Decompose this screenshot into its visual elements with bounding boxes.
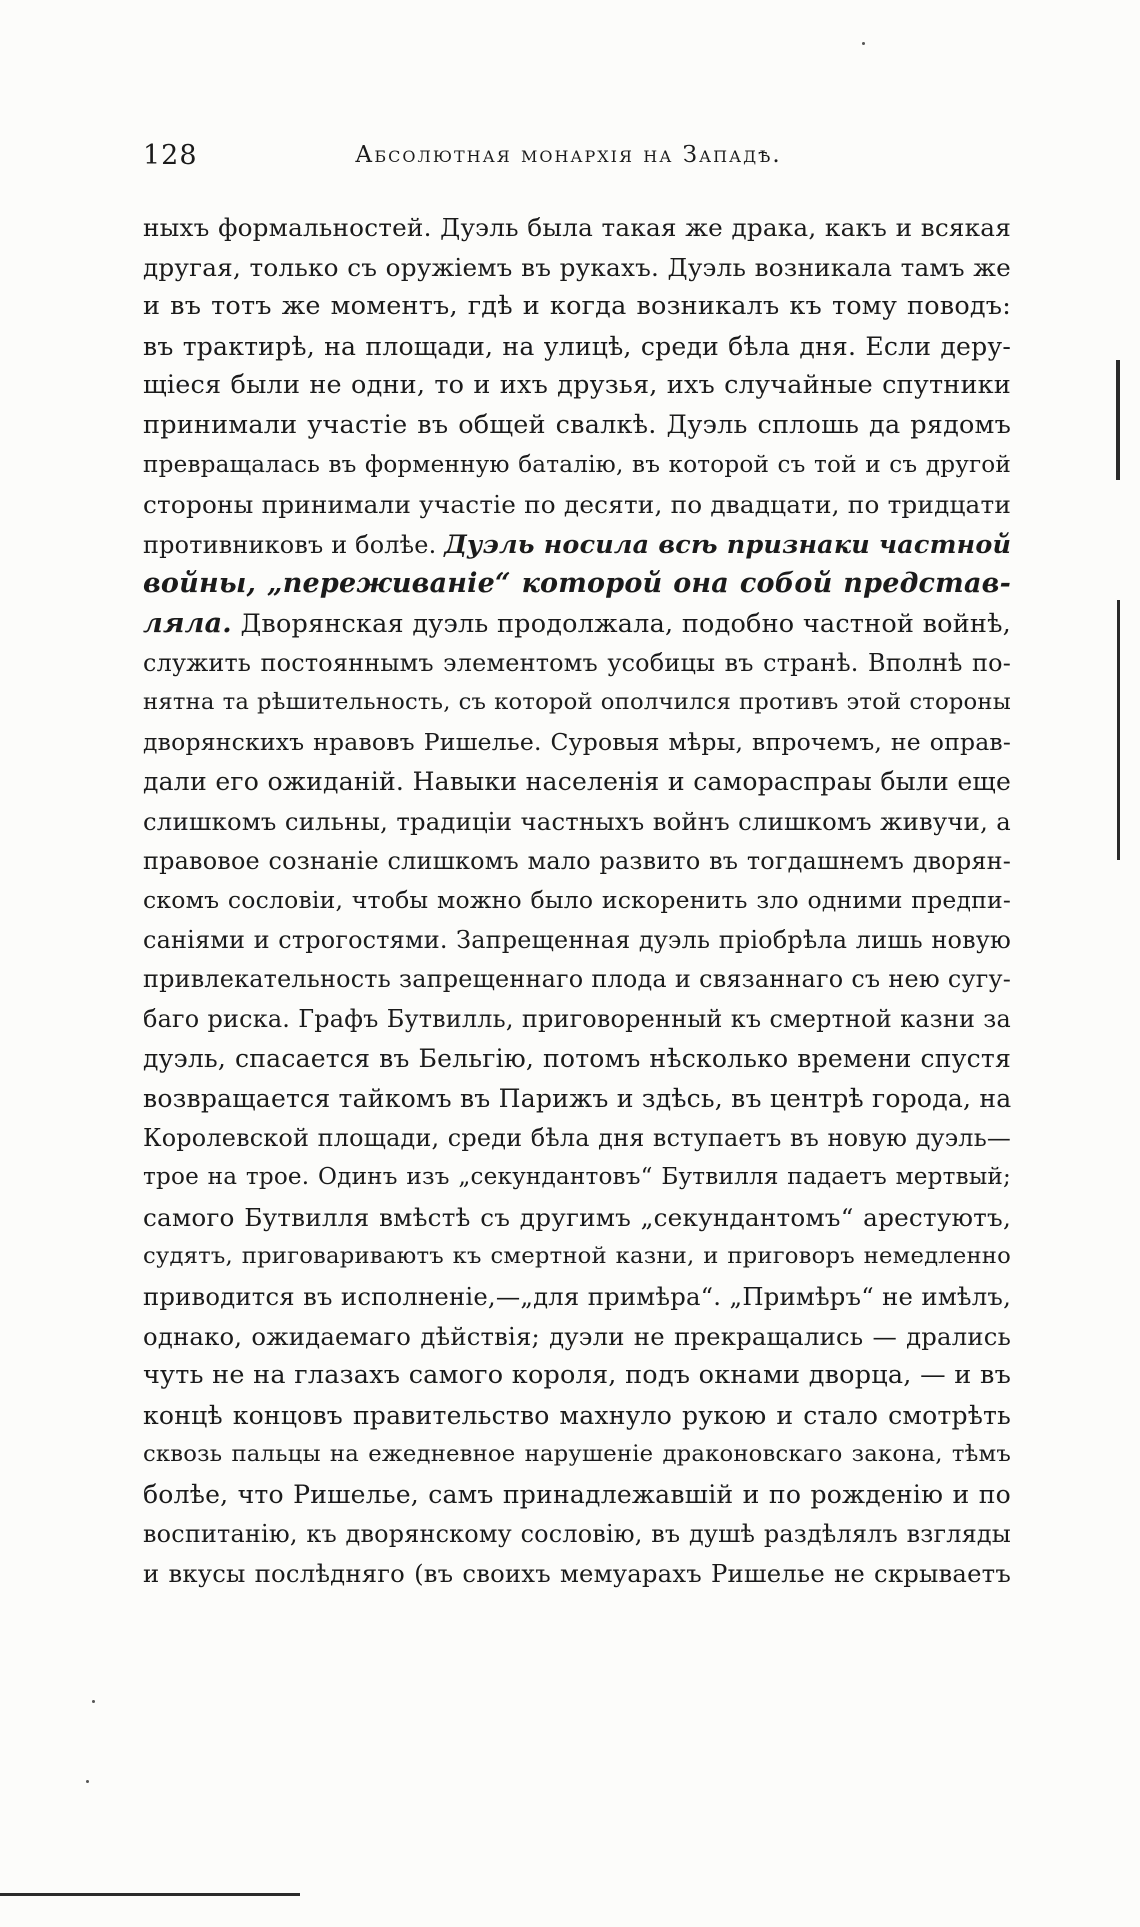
line-text: дуэль, спасается въ Бельгію, потомъ нѣсколько времени спустя bbox=[143, 1044, 1011, 1074]
scan-speck bbox=[86, 1780, 89, 1783]
line-text: приводится въ исполненіе,—„для примѣра“. „Примѣръ“ не имѣлъ, bbox=[143, 1282, 1011, 1312]
line-text: служить постояннымъ элементомъ усобицы въ странѣ. Вполнѣ по- bbox=[143, 648, 1011, 677]
line-text: слишкомъ сильны, традиціи частныхъ войнъ слишкомъ живучи, а bbox=[143, 806, 1011, 836]
text-line bbox=[143, 1277, 1011, 1317]
text-line bbox=[143, 1158, 1011, 1198]
line-text: баго риска. Графъ Бутвилль, приговоренный къ смертной казни за bbox=[143, 1004, 1011, 1033]
page-number: 128 bbox=[143, 140, 198, 171]
scan-edge-mark bbox=[1116, 360, 1120, 480]
line-text: превращалась въ форменную баталію, въ которой съ той и съ другой bbox=[143, 451, 1011, 478]
line-text: сквозь пальцы на ежедневное нарушеніе драконовскаго закона, тѣмъ bbox=[143, 1441, 1011, 1468]
text-line bbox=[143, 604, 1011, 644]
text-line bbox=[143, 248, 1011, 288]
line-text: самого Бутвилля вмѣстѣ съ другимъ „секундантомъ“ арестуютъ, bbox=[143, 1202, 1011, 1232]
line-text: привлекательность запрещеннаго плода и связаннаго съ нею сугу- bbox=[143, 965, 1011, 994]
line-text: однако, ожидаемаго дѣйствія; дуэли не прекращались — дрались bbox=[143, 1321, 1011, 1351]
line-text: дали его ожиданій. Навыки населенія и самораспраы были еще bbox=[143, 767, 1011, 797]
scan-edge-mark bbox=[1117, 600, 1120, 860]
text-line bbox=[143, 842, 1011, 882]
line-text: дворянскихъ нравовъ Ришелье. Суровыя мѣры, впрочемъ, не оправ- bbox=[143, 727, 1011, 756]
text-line bbox=[143, 1198, 1011, 1238]
emphasized-text: ляла. bbox=[143, 607, 232, 639]
text-line bbox=[143, 485, 1011, 525]
line-text: щіеся были не одни, то и ихъ друзья, ихъ случайные спутники bbox=[143, 370, 1011, 401]
page-header bbox=[143, 140, 1023, 180]
text-line bbox=[143, 1000, 1011, 1040]
text-line bbox=[143, 1435, 1011, 1475]
text-line bbox=[143, 327, 1011, 367]
line-text: и въ тотъ же моментъ, гдѣ и когда возникалъ къ тому поводъ: bbox=[143, 291, 1011, 322]
text-line bbox=[143, 1039, 1011, 1079]
line-text: возвращается тайкомъ въ Парижъ и здѣсь, въ центрѣ города, на bbox=[143, 1084, 1011, 1114]
line-text: правовое сознаніе слишкомъ мало развито въ тогдашнемъ дворян- bbox=[143, 846, 1011, 875]
line-text: чуть не на глазахъ самого короля, подъ окнами дворца, — и въ bbox=[143, 1360, 1011, 1391]
running-title: Абсолютная монархія на Западѣ. bbox=[355, 142, 782, 168]
text-line bbox=[143, 921, 1011, 961]
line-text: Дворянская дуэль продолжала, подобно частной войнѣ, bbox=[240, 608, 1011, 639]
text-line bbox=[143, 1119, 1011, 1159]
text-line bbox=[143, 1396, 1011, 1436]
line-text: болѣе, что Ришелье, самъ принадлежавшій и по рожденію и по bbox=[143, 1480, 1011, 1509]
scan-speck bbox=[92, 1700, 95, 1703]
line-text: нятна та рѣшительность, съ которой ополчился противъ этой стороны bbox=[143, 689, 1011, 716]
emphasized-text: войны, „переживаніе“ которой она собой представ- bbox=[143, 568, 1011, 600]
text-line bbox=[143, 1356, 1011, 1396]
scan-speck bbox=[862, 42, 865, 45]
text-line bbox=[143, 446, 1011, 486]
text-line bbox=[143, 525, 1011, 565]
line-text: въ трактирѣ, на площади, на улицѣ, среди бѣла дня. Если деру- bbox=[143, 331, 1011, 361]
line-text: саніями и строгостями. Запрещенная дуэль пріобрѣла лишь новую bbox=[143, 925, 1011, 954]
text-line bbox=[143, 1475, 1011, 1515]
line-text: трое на трое. Одинъ изъ „секундантовъ“ Бутвилля падаетъ мертвый; bbox=[143, 1164, 1011, 1191]
line-text: воспитанію, къ дворянскому сословію, въ душѣ раздѣлялъ взгляды bbox=[143, 1519, 1011, 1548]
line-text: судятъ, приговариваютъ къ смертной казни, и приговоръ немедленно bbox=[143, 1243, 1011, 1270]
text-line bbox=[143, 406, 1011, 446]
emphasized-text: Дуэль носила всѣ признаки частной bbox=[444, 528, 1011, 559]
text-line bbox=[143, 208, 1011, 248]
text-line bbox=[143, 366, 1011, 406]
line-text: скомъ сословіи, чтобы можно было искоренить зло одними предпи- bbox=[143, 886, 1011, 915]
body-text bbox=[143, 208, 1011, 1594]
line-text: ныхъ формальностей. Дуэль была такая же драка, какъ и всякая bbox=[143, 213, 1011, 242]
text-line bbox=[143, 762, 1011, 802]
text-line bbox=[143, 723, 1011, 763]
text-line bbox=[143, 802, 1011, 842]
text-line bbox=[143, 1554, 1011, 1594]
text-line bbox=[143, 287, 1011, 327]
line-text: Королевской площади, среди бѣла дня вступаетъ въ новую дуэль— bbox=[143, 1123, 1011, 1152]
line-text: другая, только съ оружіемъ въ рукахъ. Дуэль возникала тамъ же bbox=[143, 252, 1011, 282]
line-text: противниковъ и болѣе. bbox=[143, 530, 437, 559]
text-line bbox=[143, 564, 1011, 604]
line-text: стороны принимали участіе по десяти, по двадцати, по тридцати bbox=[143, 490, 1011, 520]
text-line bbox=[143, 683, 1011, 723]
text-line bbox=[143, 1237, 1011, 1277]
text-line bbox=[143, 881, 1011, 921]
text-line bbox=[143, 1079, 1011, 1119]
scan-bottom-rule bbox=[0, 1893, 300, 1896]
text-line bbox=[143, 960, 1011, 1000]
text-line bbox=[143, 644, 1011, 684]
text-line bbox=[143, 1317, 1011, 1357]
line-text: и вкусы послѣдняго (въ своихъ мемуарахъ Ришелье не скрываетъ bbox=[143, 1559, 1011, 1589]
line-text: принимали участіе въ общей свалкѣ. Дуэль сплошь да рядомъ bbox=[143, 409, 1011, 440]
text-line bbox=[143, 1515, 1011, 1555]
line-text: концѣ концовъ правительство махнуло рукою и стало смотрѣть bbox=[143, 1400, 1011, 1430]
